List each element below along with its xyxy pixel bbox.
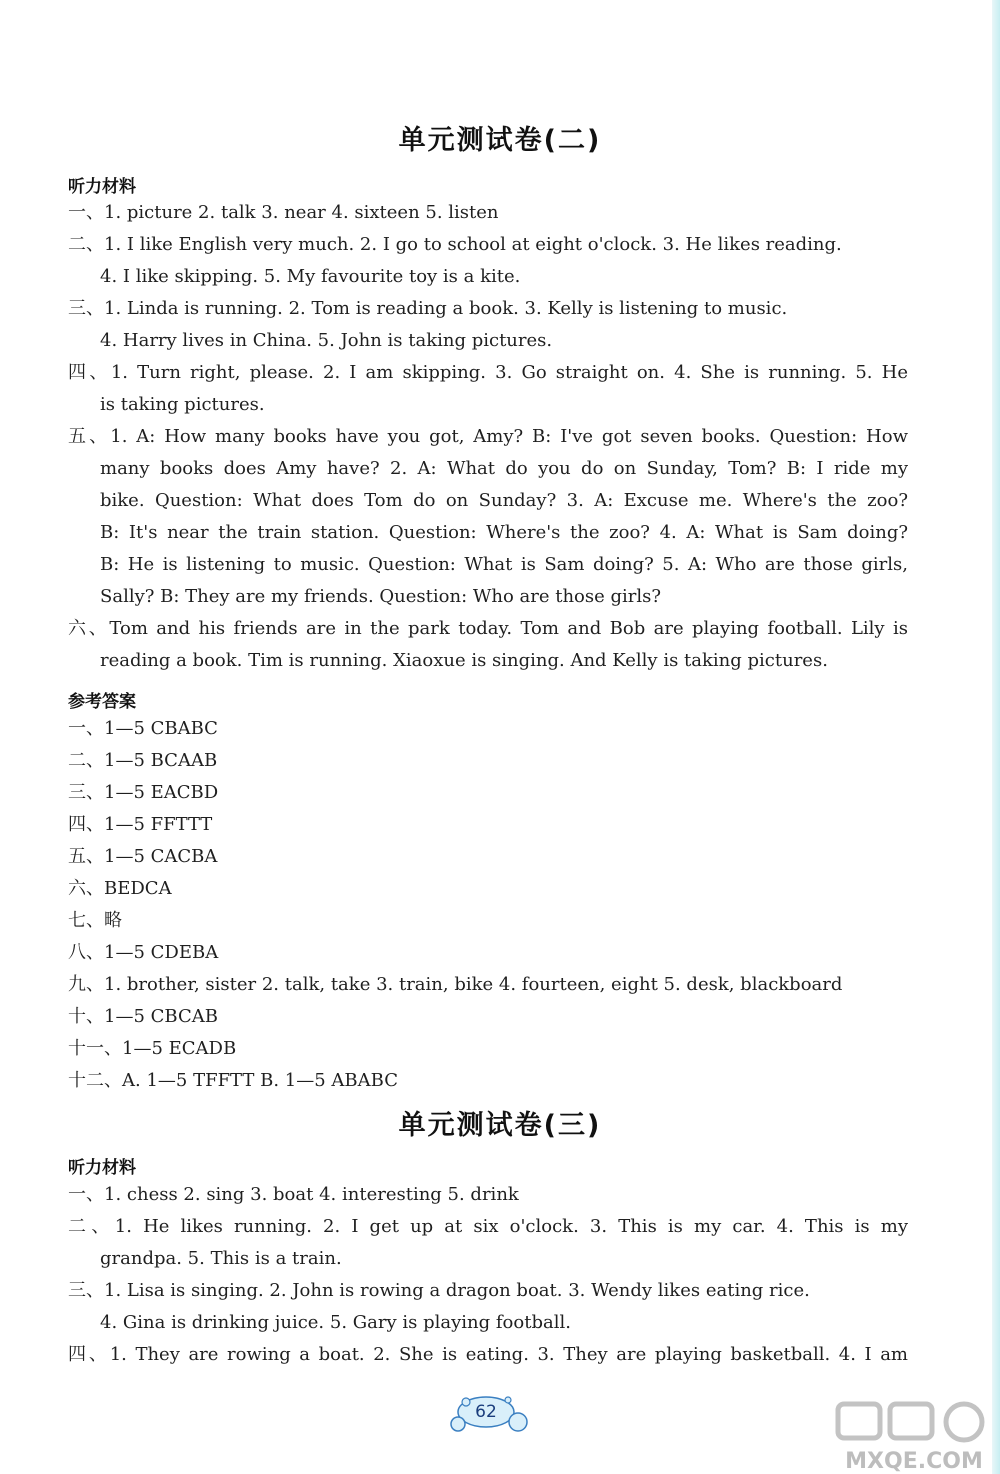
answer-line: 三、1—5 EACBD	[68, 782, 219, 803]
listening-line: is taking pictures.	[100, 394, 265, 415]
listening-line: 四、1. They are rowing a boat. 2. She is eating. 3. They are playing basketball. 4. I am	[68, 1344, 908, 1365]
listening-line: 4. Gina is drinking juice. 5. Gary is playing football.	[100, 1312, 571, 1333]
answer-line: 十、1—5 CBCAB	[68, 1006, 218, 1027]
listening-line: bike. Question: What does Tom do on Sunday? 3. A: Excuse me. Where's the zoo?	[100, 490, 908, 511]
svg-text:MXQE.COM: MXQE.COM	[845, 1449, 983, 1474]
listening-line: 三、1. Lisa is singing. 2. John is rowing a dragon boat. 3. Wendy likes eating rice.	[68, 1280, 810, 1301]
answer-line: 八、1—5 CDEBA	[68, 942, 219, 963]
answer-line: 五、1—5 CACBA	[68, 846, 218, 867]
listening-line: 一、1. chess 2. sing 3. boat 4. interesting 5. drink	[68, 1184, 519, 1205]
page-number: 62	[475, 1402, 497, 1422]
page-edge-strip	[992, 0, 1000, 1474]
page-number-badge	[446, 1390, 536, 1440]
unit-2-answers-heading: 参考答案	[68, 692, 136, 712]
listening-line: B: He is listening to music. Question: What is Sam doing? 5. A: Who are those girls,	[100, 554, 908, 575]
listening-line: 三、1. Linda is running. 2. Tom is reading a book. 3. Kelly is listening to music.	[68, 298, 788, 319]
answer-line: 九、1. brother, sister 2. talk, take 3. train, bike 4. fourteen, eight 5. desk, blackboard	[68, 974, 843, 995]
listening-line: 六、Tom and his friends are in the park today. Tom and Bob are playing football. Lily is	[68, 618, 908, 639]
watermark-logo	[828, 1398, 1000, 1474]
listening-line: B: It's near the train station. Question: Where's the zoo? 4. A: What is Sam doing?	[100, 522, 908, 543]
listening-line: 二、1. He likes running. 2. I get up at six o'clock. 3. This is my car. 4. This is my	[68, 1216, 908, 1237]
unit-2-title: 单元测试卷(二)	[398, 125, 602, 156]
unit-3-listening-heading: 听力材料	[68, 1158, 136, 1178]
listening-line: many books does Amy have? 2. A: What do you do on Sunday, Tom? B: I ride my	[100, 458, 908, 479]
listening-line: 一、1. picture 2. talk 3. near 4. sixteen 5. listen	[68, 202, 499, 223]
listening-line: 二、1. I like English very much. 2. I go to school at eight o'clock. 3. He likes reading.	[68, 234, 842, 255]
answer-line: 七、略	[68, 910, 122, 931]
unit-3-title: 单元测试卷(三)	[398, 1110, 602, 1141]
listening-line: reading a book. Tim is running. Xiaoxue is singing. And Kelly is taking pictures.	[100, 650, 828, 671]
answer-line: 六、BEDCA	[68, 878, 172, 899]
unit-2-listening-heading: 听力材料	[68, 177, 136, 197]
answer-line: 四、1—5 FFTTT	[68, 814, 213, 835]
listening-line: 五、1. A: How many books have you got, Amy? B: I've got seven books. Question: How	[68, 426, 908, 447]
answer-line: 一、1—5 CBABC	[68, 718, 218, 739]
listening-line: Sally? B: They are my friends. Question: Who are those girls?	[100, 586, 662, 607]
listening-line: 4. Harry lives in China. 5. John is taking pictures.	[100, 330, 553, 351]
listening-line: 四、1. Turn right, please. 2. I am skipping. 3. Go straight on. 4. She is running. 5. He	[68, 362, 908, 383]
answer-line: 十二、A. 1—5 TFFTT B. 1—5 ABABC	[68, 1070, 398, 1091]
listening-line: grandpa. 5. This is a train.	[100, 1248, 342, 1269]
listening-line: 4. I like skipping. 5. My favourite toy is a kite.	[100, 266, 521, 287]
answer-site-logo-icon	[828, 1398, 1000, 1474]
answer-line: 十一、1—5 ECADB	[68, 1038, 237, 1059]
answer-line: 二、1—5 BCAAB	[68, 750, 218, 771]
